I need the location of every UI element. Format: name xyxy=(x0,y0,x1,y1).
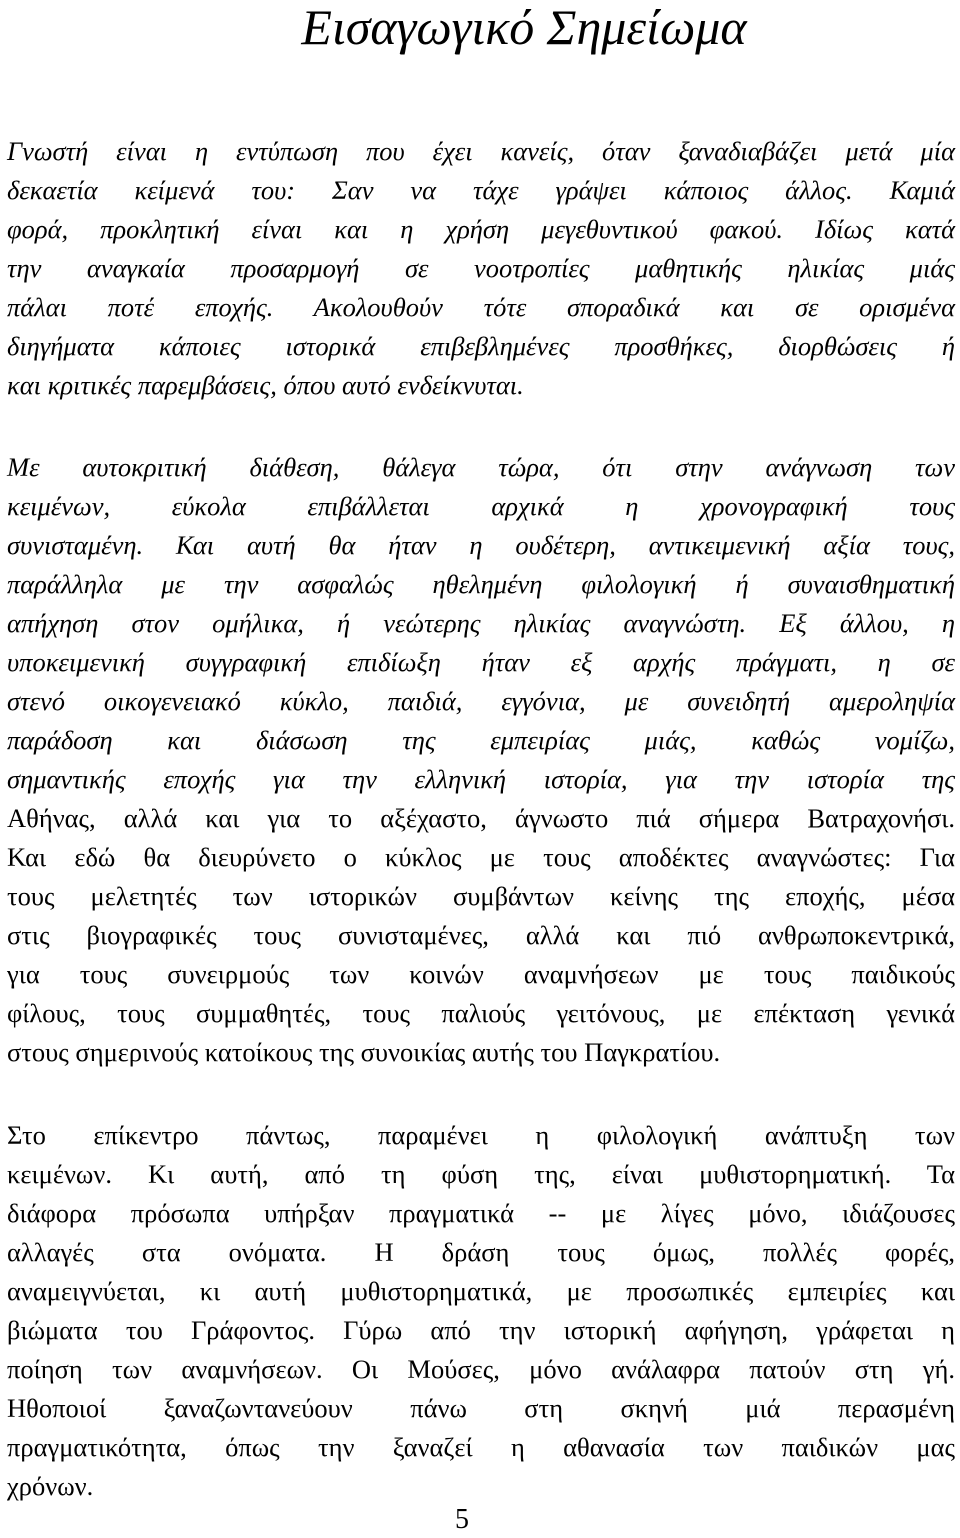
text-line: αλλαγές στα ονόματα. Η δράση τους όμως, πολλές φορές, xyxy=(7,1237,955,1267)
text-line: και κριτικές παρεμβάσεις, όπου αυτό ενδείκνυται. xyxy=(7,370,524,400)
text-line: παράλληλα με την ασφαλώς ηθελημένη φιλολογική ή συναισθηματική xyxy=(7,569,955,599)
text-line: υποκειμενική συγγραφική επιδίωξη ήταν εξ αρχής πράγματι, η σε xyxy=(7,647,955,677)
text-line: διηγήματα κάποιες ιστορικά επιβεβλημένες προσθήκες, διορθώσεις ή xyxy=(7,331,955,361)
text-line: σημαντικής εποχής για την ελληνική ιστορία, για την ιστορία της xyxy=(7,764,955,794)
text-line: στους σημερινούς κατοίκους της συνοικίας αυτής του Παγκρατίου. xyxy=(7,1037,721,1067)
text-line: δεκαετία κείμενά του: Σαν να τάχε γράψει κάποιος άλλος. Καμιά xyxy=(7,175,955,205)
text-line: παράδοση και διάσωση της εμπειρίας μιάς, καθώς νομίζω, xyxy=(7,725,955,755)
text-line: πραγματικότητα, όπως την ξαναζεί η αθανασία των παιδικών μας xyxy=(7,1432,955,1462)
text-line: τους μελετητές των ιστορικών συμβάντων κείνης της εποχής, μέσα xyxy=(7,881,955,911)
text-line: στενό οικογενειακό κύκλο, παιδιά, εγγόνια, με συνειδητή αμεροληψία xyxy=(7,686,955,716)
text-line: Με αυτοκριτική διάθεση, θάλεγα τώρα, ότι στην ανάγνωση των xyxy=(7,452,955,482)
text-line: φίλους, τους συμμαθητές, τους παλιούς γειτόνους, με επέκταση γενικά xyxy=(7,998,955,1028)
text-line: βιώματα του Γράφοντος. Γύρω από την ιστορική αφήγηση, γράφεται η xyxy=(7,1315,955,1345)
text-line: διάφορα πρόσωπα υπήρξαν πραγματικά -- με λίγες μόνο, ιδιάζουσες xyxy=(7,1198,955,1228)
text-line: ποίηση των αναμνήσεων. Οι Μούσες, μόνο ανάλαφρα πατούν στη γή. xyxy=(7,1354,955,1384)
text-line: Στο επίκεντρο πάντως, παραμένει η φιλολογική ανάπτυξη των xyxy=(7,1120,955,1150)
text-line: Γνωστή είναι η εντύπωση που έχει κανείς, όταν ξαναδιαβάζει μετά μία xyxy=(7,136,955,166)
text-line: χρόνων. xyxy=(7,1471,94,1501)
text-line: αναμειγνύεται, κι αυτή μυθιστορηματικά, με προσωπικές εμπειρίες και xyxy=(7,1276,955,1306)
text-line: Ηθοποιοί ξαναζωντανεύουν πάνω στη σκηνή μιά περασμένη xyxy=(7,1393,955,1423)
text-line: την αναγκαία προσαρμογή σε νοοτροπίες μαθητικής ηλικίας μιάς xyxy=(7,253,955,283)
text-line: για τους συνειρμούς των κοινών αναμνήσεων με τους παιδικούς xyxy=(7,959,955,989)
paragraph-1 xyxy=(7,132,955,405)
text-line: κειμένων, εύκολα επιβάλλεται αρχικά η χρονογραφική τους xyxy=(7,491,955,521)
text-line: κειμένων. Κι αυτή, από τη φύση της, είναι μυθιστορηματική. Τα xyxy=(7,1159,955,1189)
page-number: 5 xyxy=(455,1504,469,1535)
text-line: πάλαι ποτέ εποχής. Ακολουθούν τότε σποραδικά και σε ορισμένα xyxy=(7,292,955,322)
text-line: Και εδώ θα διευρύνετο ο κύκλος με τους αποδέκτες αναγνώστες: Για xyxy=(7,842,955,872)
paragraph-3 xyxy=(7,1116,955,1506)
page-title: Εισαγωγικό Σημείωμα xyxy=(301,0,747,55)
text-line: συνισταμένη. Και αυτή θα ήταν η ουδέτερη, αντικειμενική αξία τους, xyxy=(7,530,955,560)
text-line: απήχηση στον ομήλικα, ή νεώτερης ηλικίας αναγνώστη. Εξ άλλου, η xyxy=(7,608,955,638)
text-line: φορά, προκλητική είναι και η χρήση μεγεθυντικού φακού. Ιδίως κατά xyxy=(7,214,955,244)
paragraph-2 xyxy=(7,448,955,1072)
text-line: Αθήνας, αλλά και για το αξέχαστο, άγνωστο πιά σήμερα Βατραχονήσι. xyxy=(7,803,955,833)
text-line: στις βιογραφικές τους συνισταμένες, αλλά και πιό ανθρωποκεντρικά, xyxy=(7,920,955,950)
